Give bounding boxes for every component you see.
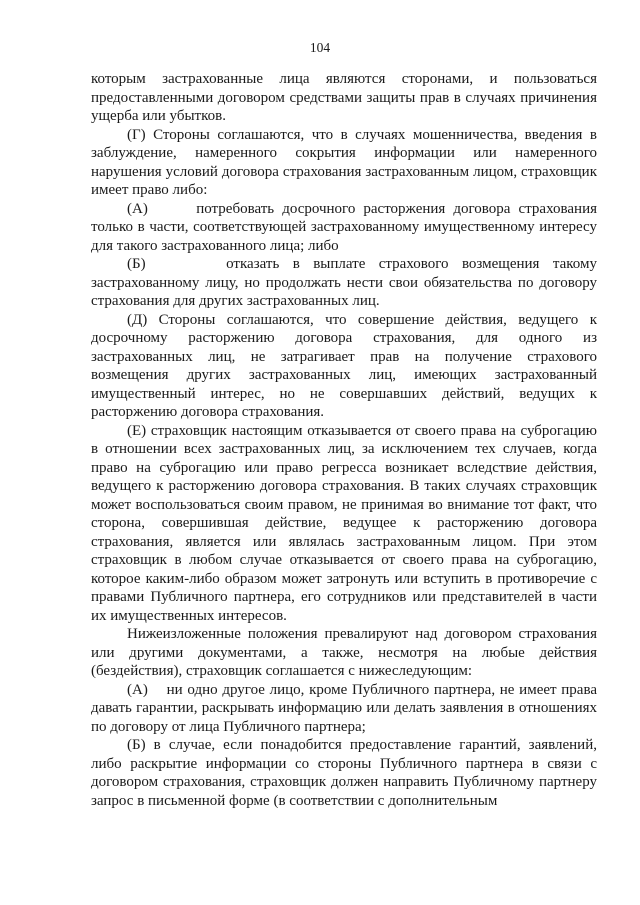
paragraph-subclause-a: (А) потребовать досрочного расторжения договора страхования только в части, соответствующей застрахованному имущественному интересу для такого застрахованного лица; либо <box>91 200 601 254</box>
paragraph-clause-g: (Г) Стороны соглашаются, что в случаях мошенничества, введения в заблуждение, намеренного сокрытия информации или намеренного нарушения условий договора страхования застрахованным лицом, страховщик имеет право либо: <box>91 126 597 198</box>
paragraph-provisions-intro: Нижеизложенные положения превалируют над договором страхования или другими документами, а также, несмотря на любые действия (бездействия), страховщик соглашается с нижеследующим: <box>91 626 597 679</box>
document-body <box>91 70 601 810</box>
paragraph-provision-a: (А) ни одно другое лицо, кроме Публичного партнера, не имеет права давать гарантии, раскрывать информацию или делать заявления в отношениях по договору от лица Публичного партнера; <box>91 681 601 735</box>
paragraph-provision-b: (Б) в случае, если понадобится предоставление гарантий, заявлений, либо раскрытие информации со стороны Публичного партнера в связи с договором страхования, страховщик должен направить Публичному партнеру запрос в письменной форме (в соответствии с дополнительным <box>91 737 597 809</box>
paragraph-subclause-b: (Б) отказать в выплате страхового возмещения такому застрахованному лицу, но продолжать нести свои обязательства по договору страхования для других застрахованных лиц. <box>91 256 601 309</box>
page-number: 104 <box>309 40 331 55</box>
paragraph-continuation: которым застрахованные лица являются сторонами, и пользоваться предоставленными договором средствами защиты прав в случаях причинения ущерба или убытков. <box>91 71 597 124</box>
paragraph-clause-d: (Д) Стороны соглашаются, что совершение действия, ведущего к досрочному расторжению договора страхования, для одного из застрахованных лиц, не затрагивает прав на получение страхового возмещения других застрахованных лиц, имеющих застрахованный имущественный интерес, но не совершавших действий, ведущих к расторжению договора страхования. <box>91 311 597 420</box>
paragraph-clause-e: (Е) страховщик настоящим отказывается от своего права на суброгацию в отношении всех застрахованных лиц, за исключением тех случаев, когда право на суброгацию или право регресса возникает вследствие действия, ведущего к расторжению договора страхования. В таких случаях страховщик может воспользоваться своим правом, не принимая во внимание тот факт, что сторона, совершившая действие, ведущее к расторжению договора страхования, является или являлась застрахованным лицом. При этом страховщик в любом случае отказывается от своего права на суброгацию, которое каким-либо образом может затронуть или вступить в противоречие с правами Публичного партнера, его сотрудников или представителей в части их имущественных интересов. <box>91 422 597 624</box>
